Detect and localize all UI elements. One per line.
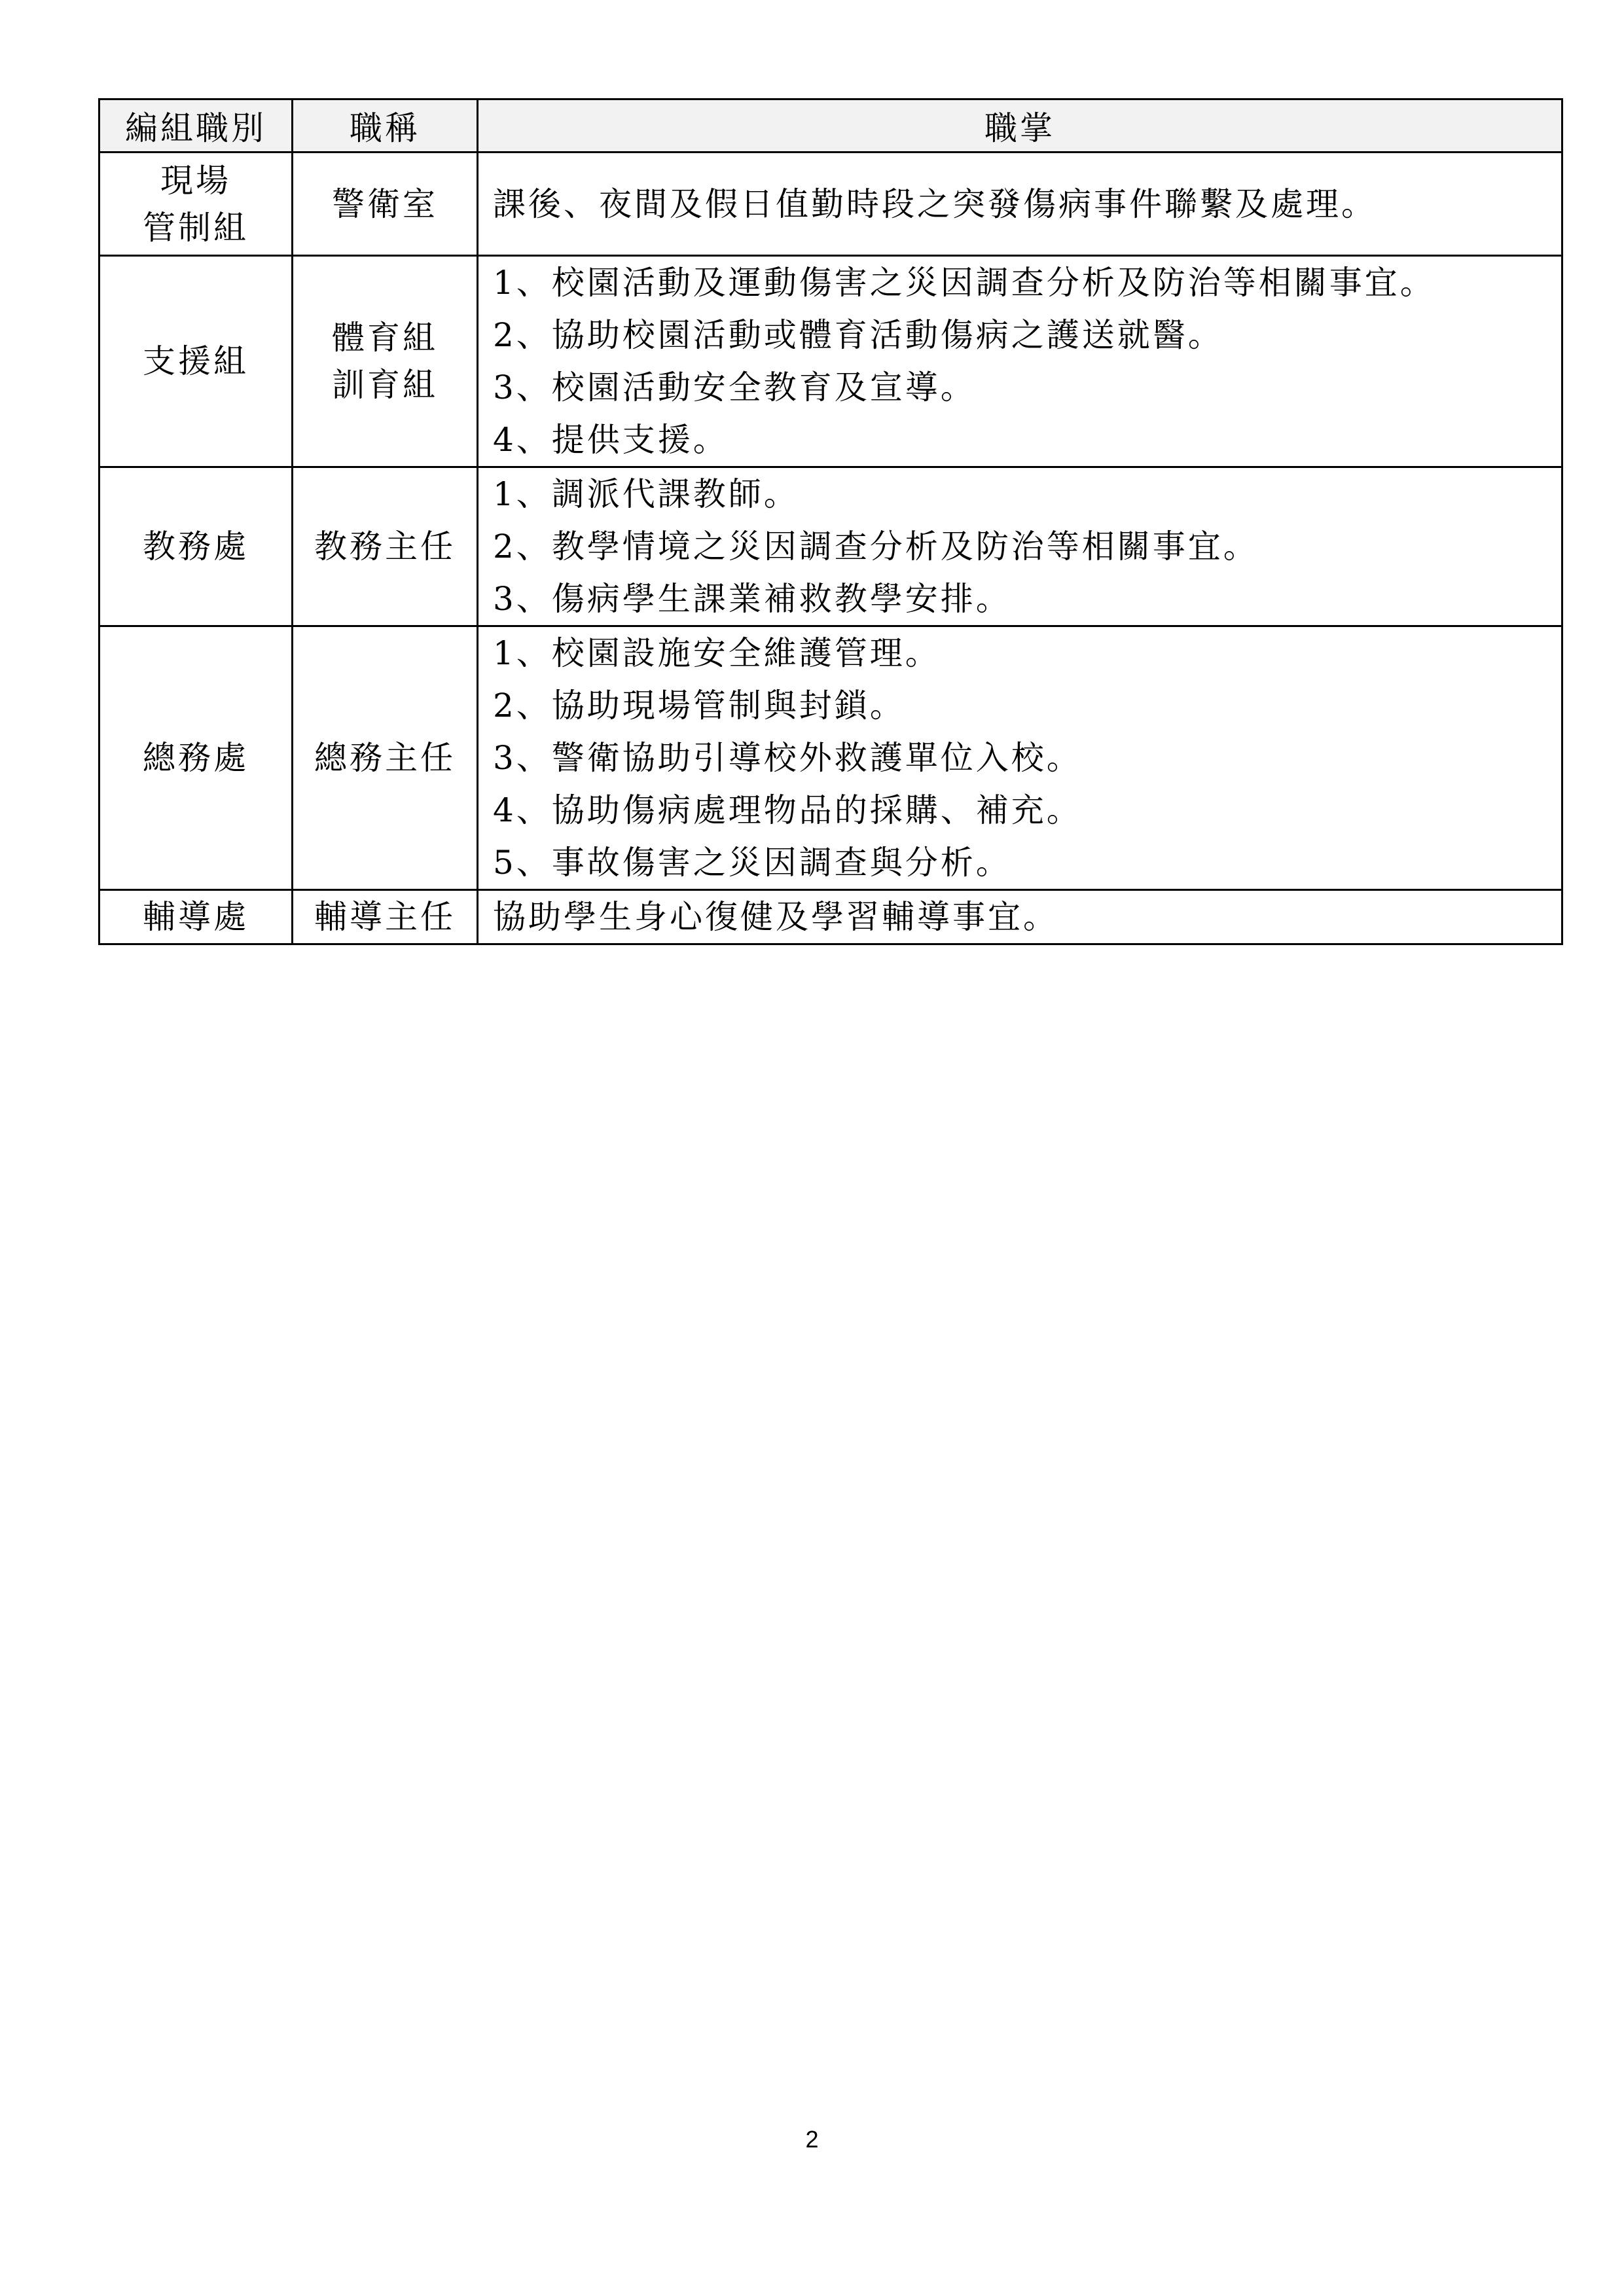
header-duties: 職掌 xyxy=(478,99,1562,152)
table-header-row xyxy=(99,99,1562,152)
duties-cell xyxy=(478,626,1562,890)
table-row xyxy=(99,256,1562,467)
duty-item: 4、協助傷病處理物品的採購、補充。 xyxy=(493,791,1082,829)
page-number: 2 xyxy=(805,2126,819,2153)
group-cell xyxy=(99,626,293,890)
duty-item: 2、教學情境之災因調查分析及防治等相關事宜。 xyxy=(493,528,1259,565)
duty-item: 3、警衛協助引導校外救護單位入校。 xyxy=(493,739,1082,777)
title-cell xyxy=(293,626,478,890)
title-label: 警衛室 xyxy=(332,185,438,223)
duty-item: 1、校園設施安全維護管理。 xyxy=(493,634,941,672)
title-cell xyxy=(293,890,478,944)
group-cell xyxy=(99,890,293,944)
title-label: 訓育組 xyxy=(332,366,438,404)
duty-assignment-table xyxy=(98,98,1563,945)
duty-item: 4、提供支援。 xyxy=(493,421,729,459)
title-label: 教務主任 xyxy=(314,528,456,565)
duties-cell xyxy=(478,467,1562,626)
duty-item: 1、校園活動及運動傷害之災因調查分析及防治等相關事宜。 xyxy=(493,264,1435,302)
group-cell xyxy=(99,152,293,256)
duties-cell xyxy=(478,152,1562,256)
title-cell xyxy=(293,467,478,626)
duty-item: 2、協助現場管制與封鎖。 xyxy=(493,687,905,725)
group-cell xyxy=(99,467,293,626)
table-row xyxy=(99,152,1562,256)
title-label: 輔導主任 xyxy=(314,898,456,936)
table-row xyxy=(99,890,1562,944)
duty-item: 1、調派代課教師。 xyxy=(493,475,799,513)
duty-item: 課後、夜間及假日值勤時段之突發傷病事件聯繫及處理。 xyxy=(493,185,1377,223)
title-label: 體育組 xyxy=(332,319,438,357)
duty-item: 3、校園活動安全教育及宣導。 xyxy=(493,368,976,406)
table-row xyxy=(99,467,1562,626)
group-label: 支援組 xyxy=(143,342,249,380)
duties-cell xyxy=(478,890,1562,944)
group-label: 教務處 xyxy=(143,528,249,565)
title-cell xyxy=(293,256,478,467)
duty-item: 2、協助校園活動或體育活動傷病之護送就醫。 xyxy=(493,316,1223,354)
duties-cell xyxy=(478,256,1562,467)
duty-item: 3、傷病學生課業補救教學安排。 xyxy=(493,580,1011,618)
title-cell xyxy=(293,152,478,256)
header-title: 職稱 xyxy=(293,99,478,152)
header-group: 編組職別 xyxy=(99,99,293,152)
group-label: 現場 xyxy=(160,161,231,200)
title-label: 總務主任 xyxy=(314,739,456,777)
group-label: 總務處 xyxy=(143,739,249,777)
duty-item: 協助學生身心復健及學習輔導事宜。 xyxy=(493,898,1058,936)
duty-item: 5、事故傷害之災因調查與分析。 xyxy=(493,844,1011,882)
group-cell xyxy=(99,256,293,467)
table-row xyxy=(99,626,1562,890)
group-label: 管制組 xyxy=(143,208,249,247)
group-label: 輔導處 xyxy=(143,898,249,936)
